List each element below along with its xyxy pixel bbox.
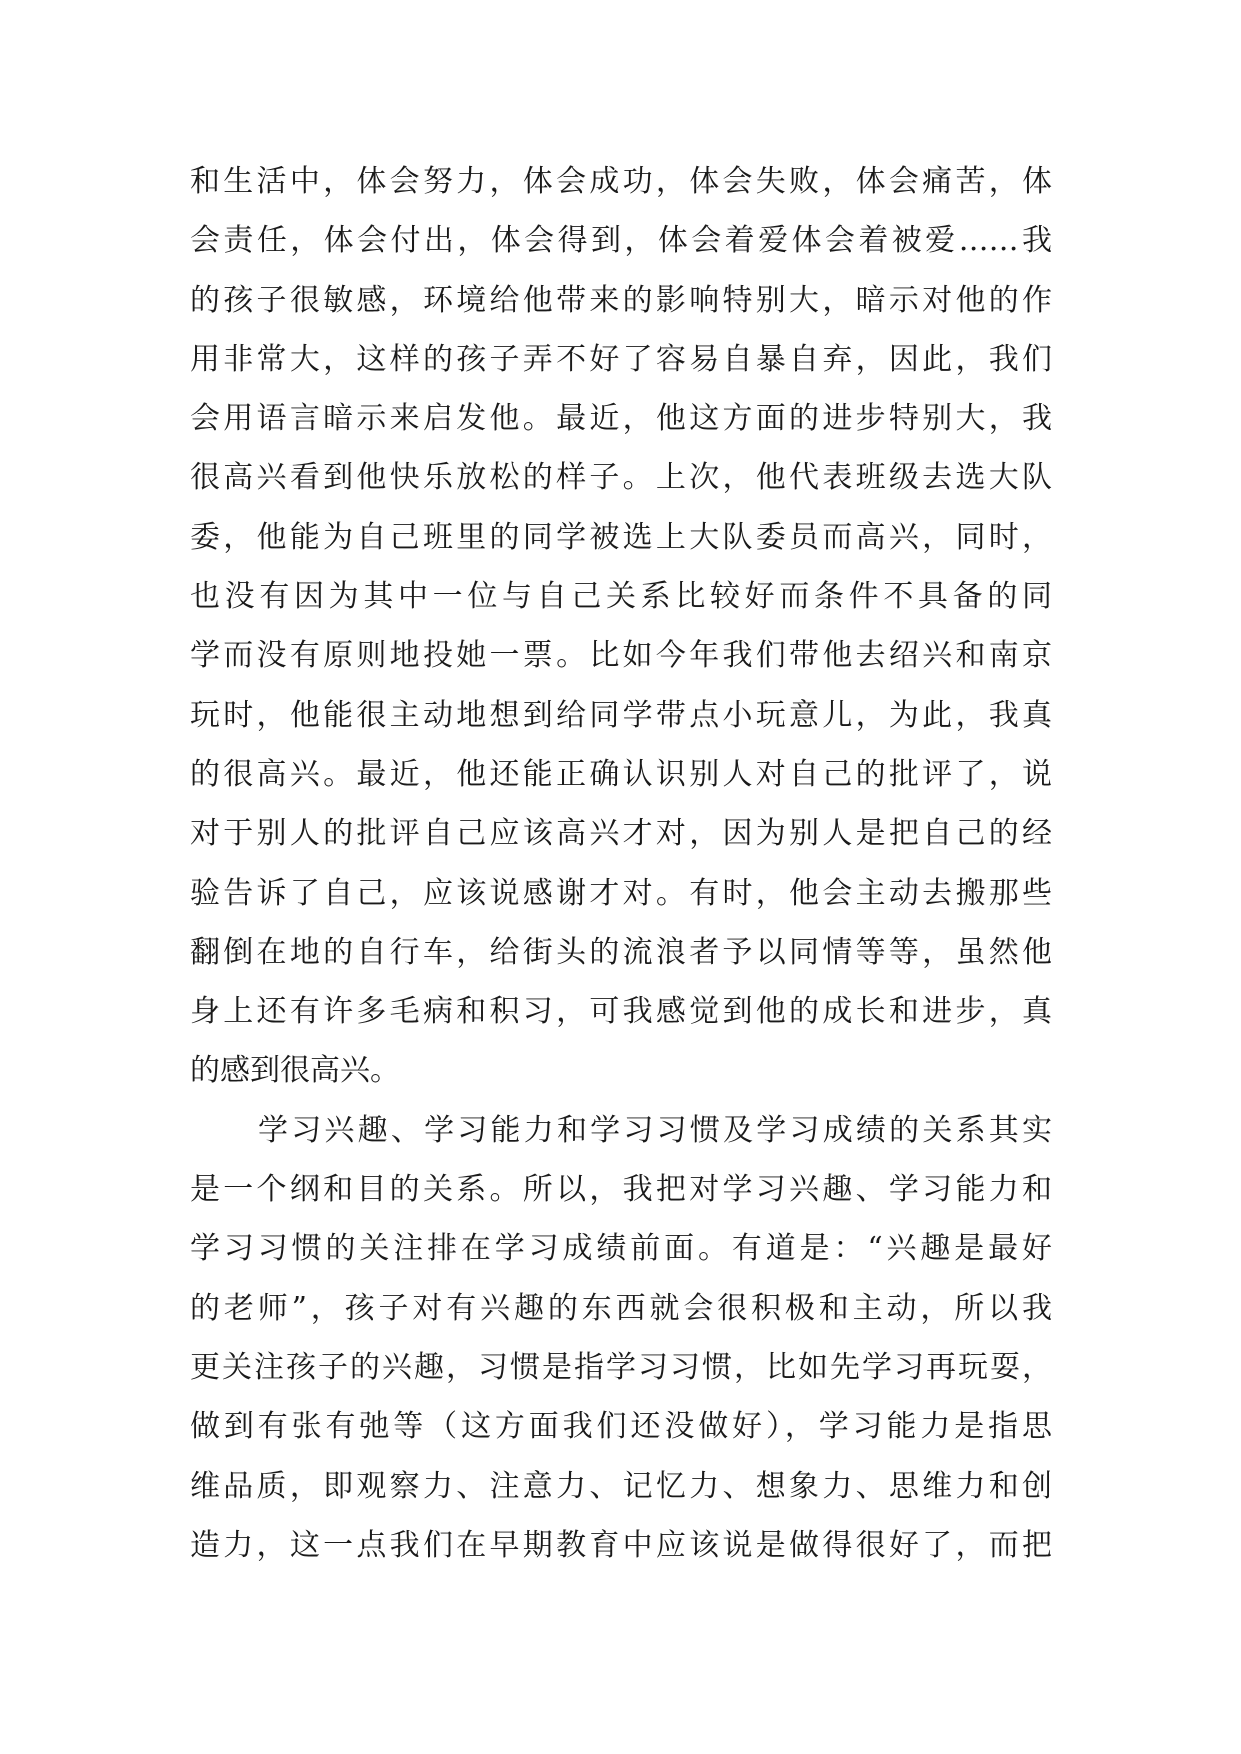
text-line: 会责任，体会付出，体会得到，体会着爱体会着被爱……我 — [190, 223, 1052, 259]
text-line: 会用语言暗示来启发他。最近，他这方面的进步特别大，我 — [190, 401, 1052, 437]
text-line: 玩时，他能很主动地想到给同学带点小玩意儿，为此，我真 — [190, 697, 1052, 733]
text-line: 的感到很高兴。 — [190, 1053, 400, 1089]
text-line: 用非常大，这样的孩子弄不好了容易自暴自弃，因此，我们 — [190, 341, 1052, 377]
text-line: 学而没有原则地投她一票。比如今年我们带他去绍兴和南京 — [190, 638, 1052, 674]
text-line: 验告诉了自己，应该说感谢才对。有时，他会主动去搬那些 — [190, 875, 1052, 911]
text-line: 的老师”，孩子对有兴趣的东西就会很积极和主动，所以我 — [190, 1290, 1052, 1326]
paragraph-2 — [190, 1101, 1052, 1575]
text-line: 对于别人的批评自己应该高兴才对，因为别人是把自己的经 — [190, 816, 1052, 852]
text-line: 学习兴趣、学习能力和学习习惯及学习成绩的关系其实 — [258, 1112, 1052, 1148]
text-line: 维品质，即观察力、注意力、记忆力、想象力、思维力和创 — [190, 1468, 1052, 1504]
text-line: 和生活中，体会努力，体会成功，体会失败，体会痛苦，体 — [190, 164, 1052, 199]
text-line: 做到有张有弛等（这方面我们还没做好），学习能力是指思 — [190, 1409, 1052, 1445]
text-line: 翻倒在地的自行车，给街头的流浪者予以同情等等，虽然他 — [190, 934, 1052, 970]
text-line: 的很高兴。最近，他还能正确认识别人对自己的批评了，说 — [190, 756, 1052, 792]
text-line: 的孩子很敏感，环境给他带来的影响特别大，暗示对他的作 — [190, 282, 1052, 318]
text-line: 学习习惯的关注排在学习成绩前面。有道是：“兴趣是最好 — [190, 1231, 1052, 1267]
text-line: 身上还有许多毛病和积习，可我感觉到他的成长和进步，真 — [190, 994, 1052, 1030]
paragraph-1 — [190, 152, 1052, 1101]
text-line: 造力，这一点我们在早期教育中应该说是做得很好了，而把 — [190, 1527, 1052, 1563]
text-line: 也没有因为其中一位与自己关系比较好而条件不具备的同 — [190, 579, 1052, 615]
document-body — [190, 152, 1052, 1575]
text-line: 是一个纲和目的关系。所以，我把对学习兴趣、学习能力和 — [190, 1172, 1052, 1208]
text-line: 更关注孩子的兴趣，习惯是指学习习惯，比如先学习再玩耍， — [190, 1349, 1052, 1385]
text-line: 委，他能为自己班里的同学被选上大队委员而高兴，同时， — [190, 519, 1052, 555]
text-line: 很高兴看到他快乐放松的样子。上次，他代表班级去选大队 — [190, 460, 1052, 496]
